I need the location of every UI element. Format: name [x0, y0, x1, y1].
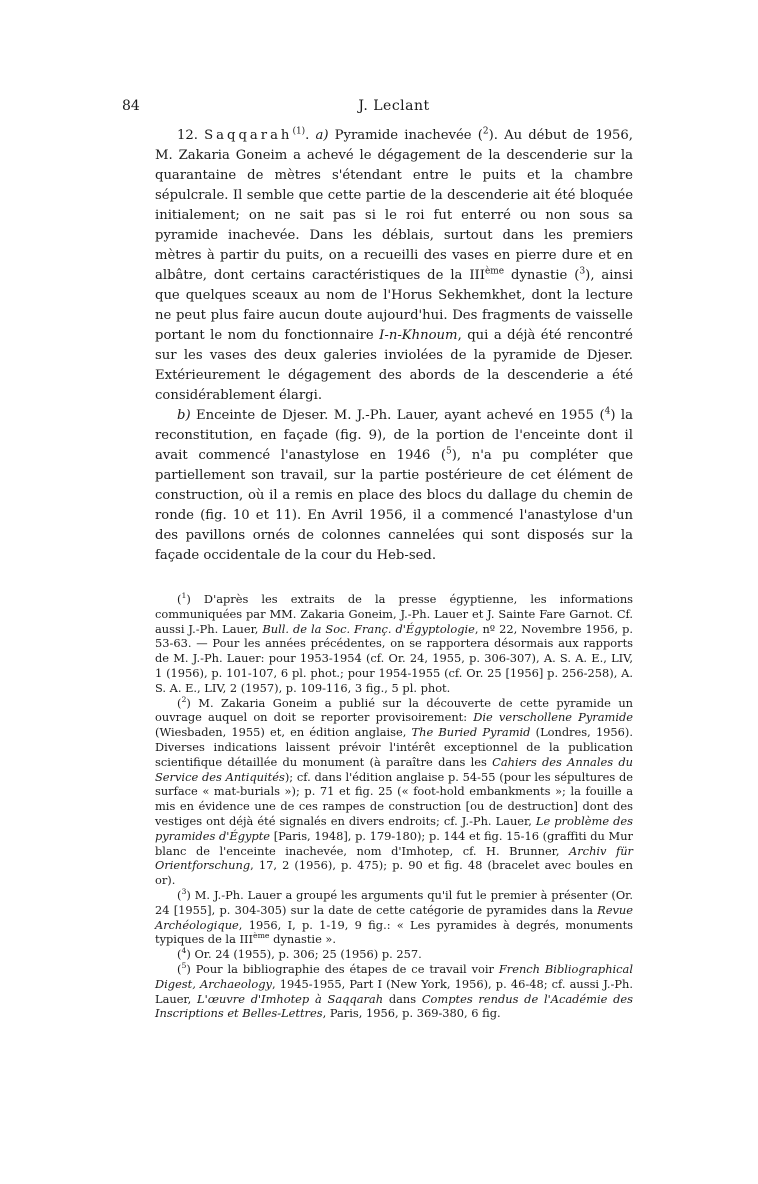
footnote-2: ($^2$) M. Zakaria Goneim a publié sur la découverte de cette pyramide un ouvrage auquel on doit se reporter provisoirement: Die verschollene Pyramide (Wiesbaden, 1955) et, en édition anglaise, The Buried Pyramid (Londres, 1956). Diverses indications laissent prévoir l'intérêt exceptionnel de la publication scientifique détaillée du monument (à paraître dans les Cahiers des Annales du Service des Antiquités); cf. dans l'édition anglaise p. 54-55 (pour les sépultures de surface « mat-burials »); p. 71 et fig. 25 (« foot-hold embankments »; la fouille a mis en évidence une de ces rampes de construction [ou de destruction] dont des vestiges ont déjà été signalés en divers endroits; cf. J.-Ph. Lauer, Le problème des pyramides d'Égypte [Paris, 1948], p. 179-180); p. 144 et fig. 15-16 (graffiti du Mur blanc de l'enceinte inachevée, nom d'Imhotep, cf. H. Brunner, Archiv für Orientforschung, 17, 2 (1956), p. 475); p. 90 et fig. 48 (bracelet avec boules en or). [155, 694, 633, 888]
sub-label-a: a) [315, 128, 329, 143]
running-head: J. Leclant [358, 98, 430, 114]
footnote-3: ($^3$) M. J.-Ph. Lauer a groupé les arguments qu'il fut le premier à présenter (Or. 24 [1955], p. 304-305) sur la date de cette catégorie de pyramides dans la Revue Archéologique, 1956, I, p. 1-19, 9 fig.: « Les pyramides à degrés, monuments typiques de la IIIème dynastie ». [155, 887, 633, 947]
footnote-5: ($^5$) Pour la bibliographie des étapes de ce travail voir French Bibliographical Digest, Archaeology, 1945-1955, Part I (New York, 1956), p. 46-48; cf. aussi J.-Ph. Lauer, L'œuvre d'Imhotep à Saqqarah dans Comptes rendus de l'Académie des Inscriptions et Belles-Lettres, Paris, 1956, p. 369-380, 6 fig. [155, 961, 633, 1021]
footnote-ref-1: 1 [295, 126, 302, 137]
name-inkhnoum: I-n-Khnoum [379, 328, 458, 343]
document-page [122, 98, 634, 1021]
paragraph-enceinte: b) Enceinte de Djeser. M. J.-Ph. Lauer, ayant achevé en 1955 ($^4$) la reconstitution, en façade (fig. 9), de la portion de l'enceinte dont il avait commencé l'anastylose en 1946 ($^5$), n'a pu compléter que partiellement son travail, sur la partie postérieure de cet élément de construction, où il a remis en place des blocs du dallage du chemin de ronde (fig. 10 et 11). En Avril 1956, il a commencé l'anastylose d'un des pavillons ornés de colonnes cannelées qui sont disposés sur la façade occidentale de la cour du Heb-sed. [155, 406, 634, 563]
footnote-ref-4: 4 [604, 406, 611, 417]
footnote-1: ($^1$) D'après les extraits de la presse égyptienne, les informations communiquées par MM. Zakaria Goneim, J.-Ph. Lauer et J. Sainte Fare Garnot. Cf. aussi J.-Ph. Lauer, Bull. de la Soc. Franç. d'Égyptologie, nº 22, Novembre 1956, p. 53-63. — Pour les années précédentes, on se rapportera désormais aux rapports de M. J.-Ph. Lauer: pour 1953-1954 (cf. Or. 24, 1955, p. 306-307), A. S. A. E., LIV, 1 (1956), p. 101-107, 6 pl. phot.; pour 1954-1955 (cf. Or. 25 [1956] p. 256-258), A. S. A. E., LIV, 2 (1957), p. 109-116, 3 fig., 5 pl. phot. [155, 591, 633, 695]
page-number: 84 [122, 98, 140, 114]
body-text [155, 126, 633, 566]
paragraph-saqqarah: 12. Saqqarah$^{(1)}$. a) Pyramide inachevée ($^2$). Au début de 1956, M. Zakaria Goneim a achevé le dégagement de la descenderie sur la quarantaine de mètres s'étendant entre le puits et la chambre sépulcrale. Il semble que cette partie de la descenderie ait été bloquée initialement; on ne sait pas si le roi fut enterré ou non sous sa pyramide inachevée. Dans les déblais, surtout dans les premiers mètres à partir du puits, on a recueilli des vases en pierre dure et en albâtre, dont certains caractéristiques de la IIIème dynastie ($^3$), ainsi que quelques sceaux au nom de l'Horus Sekhemkhet, dont la lecture ne peut plus faire aucun doute aujourd'hui. Des fragments de vaisselle portant le nom du fonctionnaire I-n-Khnoum, qui a déjà été rencontré sur les vases des deux galeries inviolées de la pyramide de Djeser. Extérieurement le dégagement des abords de la descenderie a été considérablement élargi. [155, 126, 633, 403]
footnote-ref-5: 5 [446, 446, 452, 457]
footnote-4: ($^4$) Or. 24 (1955), p. 306; 25 (1956) p. 257. [177, 946, 422, 962]
site-name: Saqqarah [204, 128, 293, 143]
sub-label-b: b) [177, 408, 191, 423]
page-header [122, 98, 633, 118]
section-number: 12. [177, 128, 198, 143]
footnote-ref-2: 2 [482, 126, 489, 137]
sub-title-pyramide: Pyramide inachevée [334, 128, 472, 143]
footnote-ref-3: 3 [579, 266, 586, 277]
footnotes [155, 592, 633, 1021]
